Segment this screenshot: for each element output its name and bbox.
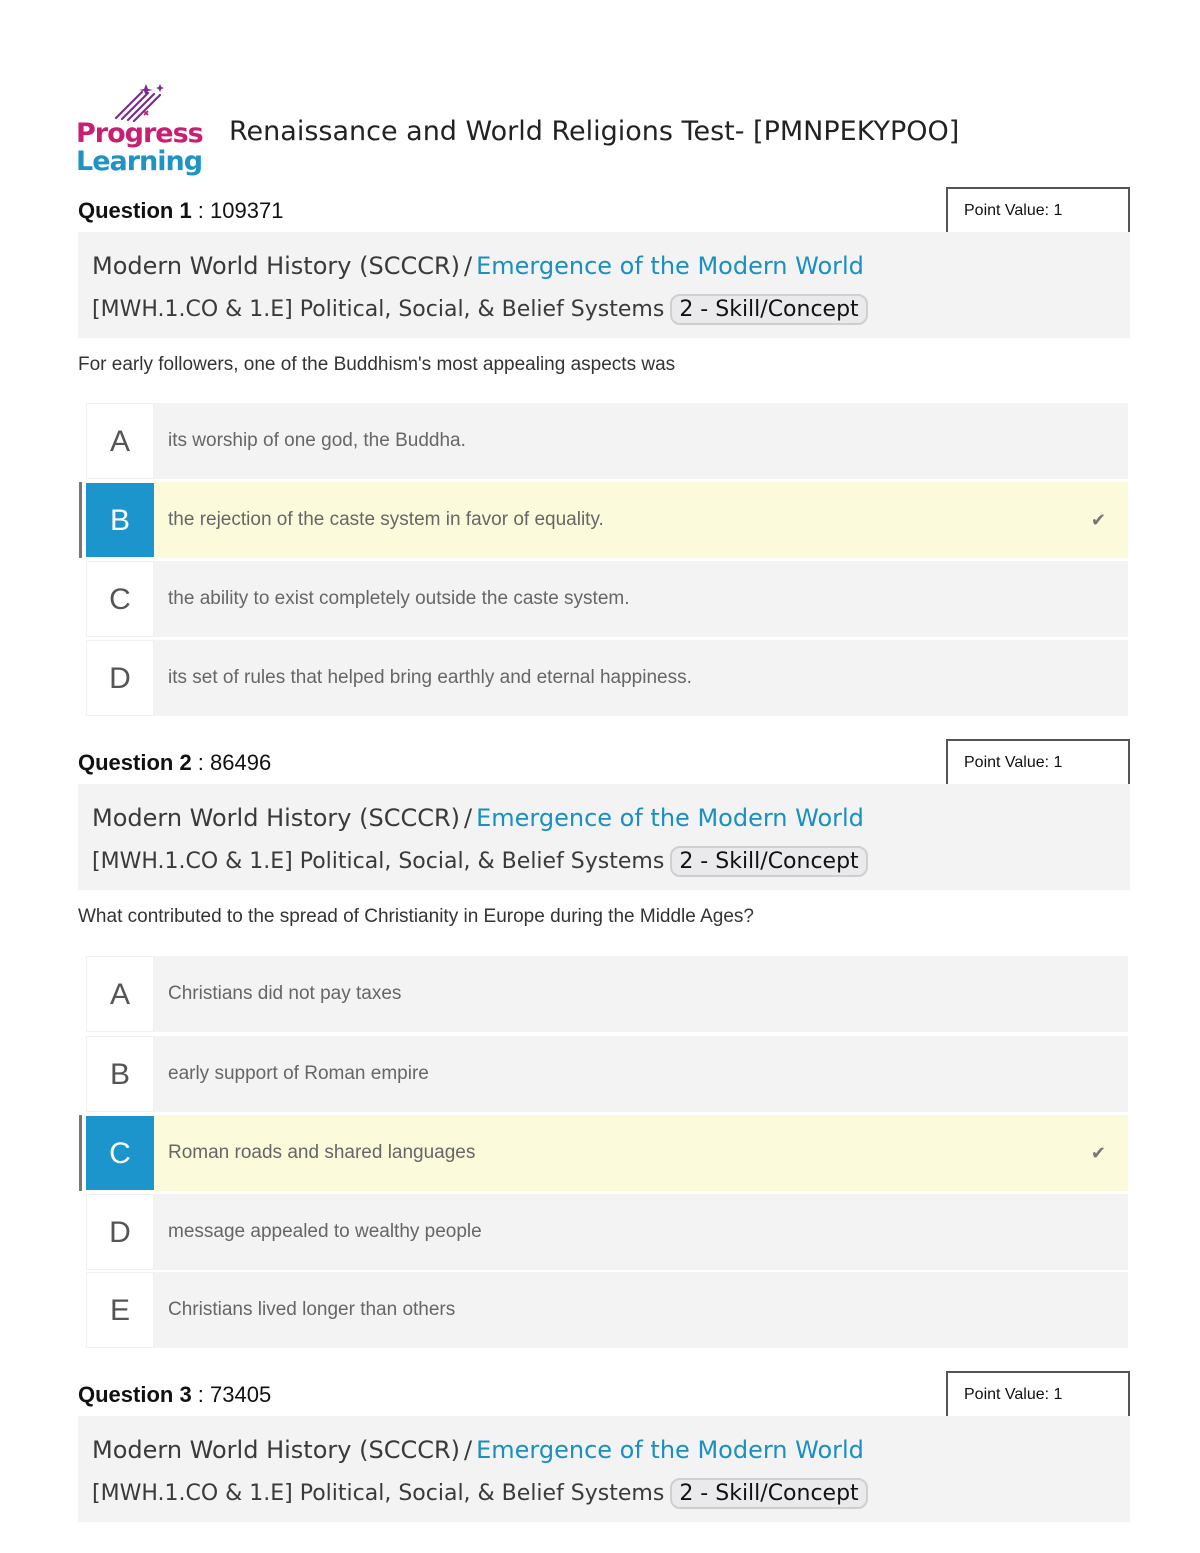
dok-badge: 2 - Skill/Concept <box>670 1478 867 1509</box>
answer-body <box>154 1194 1128 1270</box>
point-value-badge: Point Value: 1 <box>946 1371 1130 1419</box>
answer-body <box>154 640 1128 716</box>
standard-info-panel <box>78 1416 1130 1522</box>
question-id: : 73405 <box>191 1382 272 1407</box>
answer-text: Roman roads and shared languages <box>168 1142 476 1163</box>
question-text: What contributed to the spread of Christianity in Europe during the Middle Ages? <box>78 906 754 927</box>
rocket-stars-icon <box>112 82 168 122</box>
subject-breadcrumb <box>92 252 864 280</box>
subject-name: Modern World History (SCCCR) <box>92 252 461 280</box>
answer-text: the ability to exist completely outside the caste system. <box>168 588 630 609</box>
answer-body <box>154 956 1128 1032</box>
answer-text: Christians did not pay taxes <box>168 983 402 1004</box>
answer-letter: A <box>86 956 154 1032</box>
progress-learning-logo <box>76 82 208 180</box>
answer-letter: B <box>86 1036 154 1112</box>
domain-link[interactable]: Emergence of the Modern World <box>476 1436 864 1464</box>
answer-letter: B <box>86 483 154 557</box>
question-id: : 86496 <box>191 750 272 775</box>
breadcrumb-separator: / <box>464 252 473 280</box>
question-id: : 109371 <box>191 198 284 223</box>
subject-breadcrumb <box>92 1436 864 1464</box>
answer-letter: E <box>86 1272 154 1348</box>
answer-body <box>154 403 1128 479</box>
answer-body <box>154 1272 1128 1348</box>
question-label: Question 3 <box>78 1382 192 1407</box>
answer-body <box>154 1036 1128 1112</box>
standard-line <box>92 1478 868 1509</box>
dok-badge: 2 - Skill/Concept <box>670 846 867 877</box>
breadcrumb-separator: / <box>464 1436 473 1464</box>
question-label: Question 1 <box>78 198 192 223</box>
dok-badge: 2 - Skill/Concept <box>670 294 867 325</box>
check-icon: ✔ <box>1090 510 1106 530</box>
answer-text: Christians lived longer than others <box>168 1299 456 1320</box>
standard-code: [MWH.1.CO & 1.E] Political, Social, & Belief Systems <box>92 297 665 322</box>
answer-option-c[interactable] <box>84 1115 1128 1191</box>
answer-option-a[interactable] <box>84 403 1128 479</box>
answer-text: early support of Roman empire <box>168 1063 429 1084</box>
check-icon: ✔ <box>1090 1143 1106 1163</box>
subject-name: Modern World History (SCCCR) <box>92 804 461 832</box>
question-heading <box>78 1382 271 1408</box>
standard-code: [MWH.1.CO & 1.E] Political, Social, & Belief Systems <box>92 849 665 874</box>
answer-option-e[interactable] <box>84 1272 1128 1348</box>
question-1 <box>78 198 1130 718</box>
answer-body <box>154 561 1128 637</box>
standard-info-panel <box>78 784 1130 890</box>
answer-text: its set of rules that helped bring earthly and eternal happiness. <box>168 667 692 688</box>
question-heading <box>78 198 283 224</box>
answer-letter: D <box>86 1194 154 1270</box>
question-3 <box>78 1382 1130 1532</box>
subject-name: Modern World History (SCCCR) <box>92 1436 461 1464</box>
subject-breadcrumb <box>92 804 864 832</box>
logo-wordmark-progress: Progress <box>76 118 203 149</box>
domain-link[interactable]: Emergence of the Modern World <box>476 804 864 832</box>
question-label: Question 2 <box>78 750 192 775</box>
answer-body <box>154 1115 1128 1191</box>
point-value-badge: Point Value: 1 <box>946 187 1130 235</box>
logo-wordmark-learning: Learning <box>76 146 203 177</box>
standard-line <box>92 846 868 877</box>
page-title: Renaissance and World Religions Test- [PMNPEKYPOO] <box>229 116 960 147</box>
answer-text: message appealed to wealthy people <box>168 1221 482 1242</box>
answer-option-b[interactable] <box>84 1036 1128 1112</box>
answer-option-c[interactable] <box>84 561 1128 637</box>
point-value-badge: Point Value: 1 <box>946 739 1130 787</box>
answer-option-d[interactable] <box>84 1194 1128 1270</box>
standard-code: [MWH.1.CO & 1.E] Political, Social, & Belief Systems <box>92 1481 665 1506</box>
answer-option-d[interactable] <box>84 640 1128 716</box>
answer-letter: C <box>86 561 154 637</box>
breadcrumb-separator: / <box>464 804 473 832</box>
answer-option-a[interactable] <box>84 956 1128 1032</box>
answer-text: its worship of one god, the Buddha. <box>168 430 466 451</box>
standard-line <box>92 294 868 325</box>
answer-letter: A <box>86 403 154 479</box>
answer-letter: C <box>86 1116 154 1190</box>
domain-link[interactable]: Emergence of the Modern World <box>476 252 864 280</box>
question-heading <box>78 750 271 776</box>
standard-info-panel <box>78 232 1130 338</box>
question-2 <box>78 750 1130 1350</box>
question-text: For early followers, one of the Buddhism's most appealing aspects was <box>78 354 676 375</box>
answer-text: the rejection of the caste system in favor of equality. <box>168 509 604 530</box>
answer-letter: D <box>86 640 154 716</box>
page-header <box>76 82 1136 182</box>
answer-option-b[interactable] <box>84 482 1128 558</box>
answer-body <box>154 482 1128 558</box>
